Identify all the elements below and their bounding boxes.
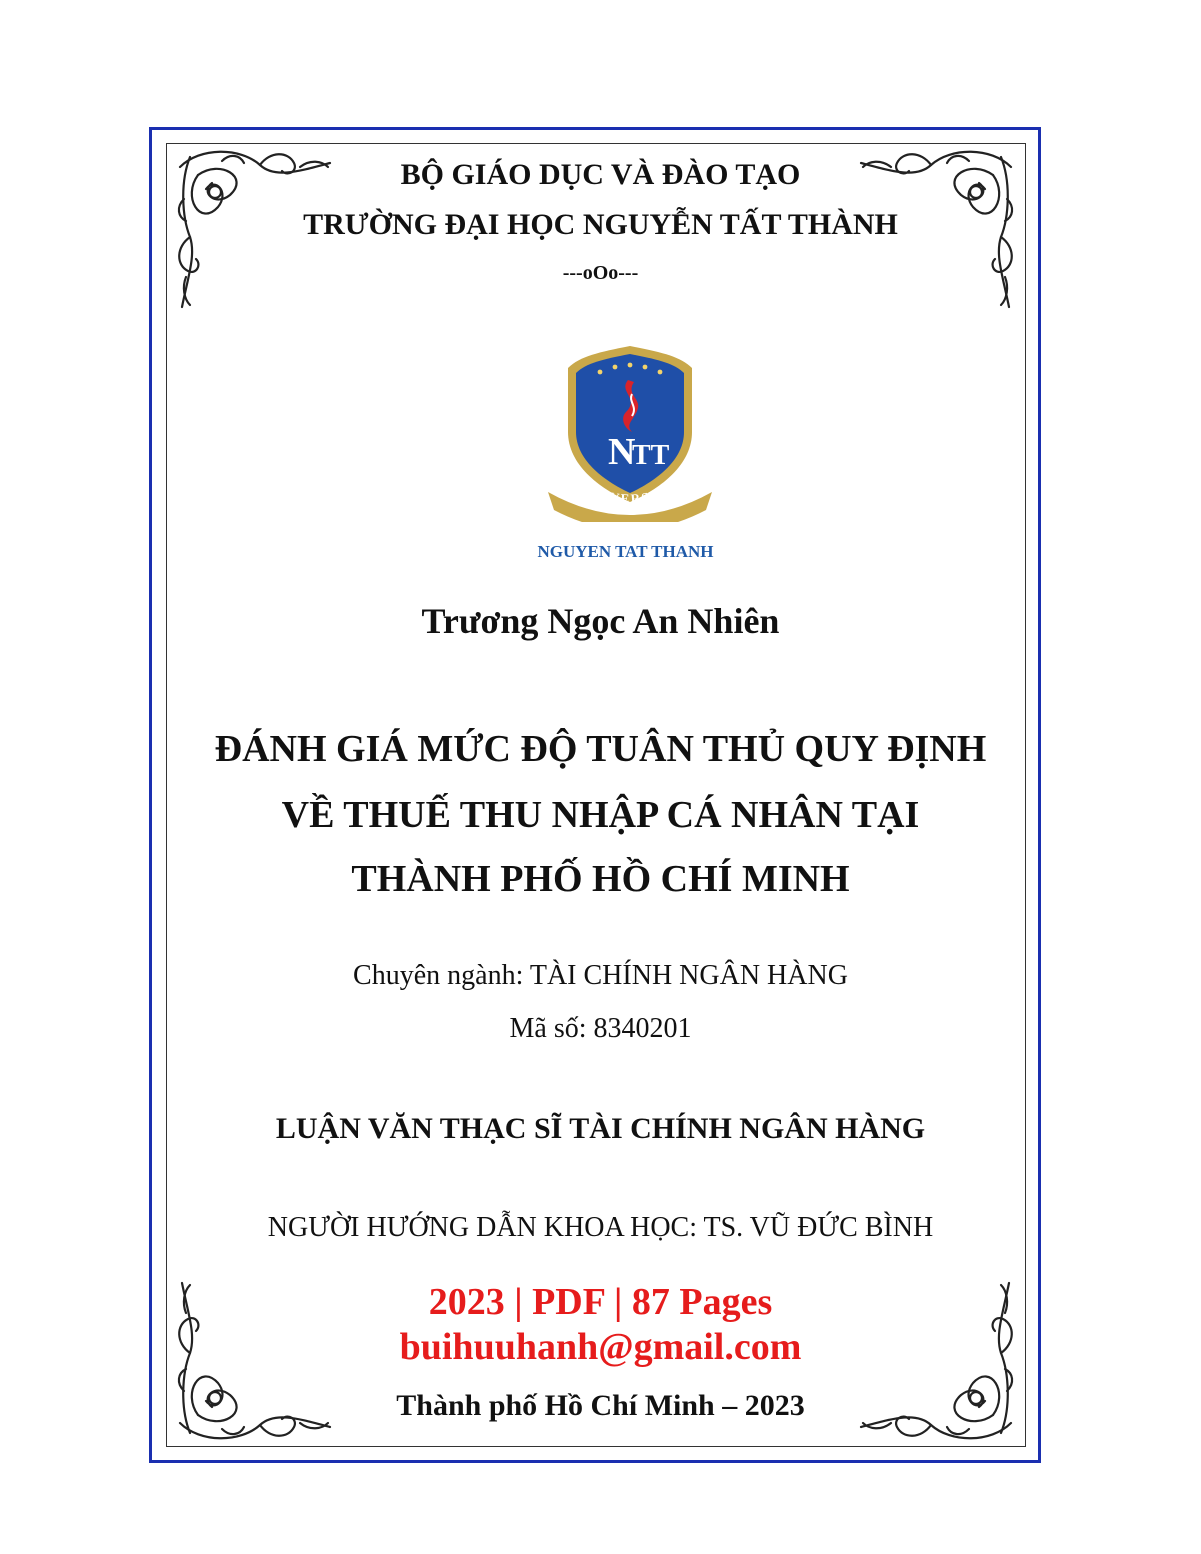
major-line: Chuyên ngành: TÀI CHÍNH NGÂN HÀNG (353, 960, 848, 991)
degree-line: LUẬN VĂN THẠC SĨ TÀI CHÍNH NGÂN HÀNG (275, 1112, 926, 1145)
place-year-line: Thành phố Hồ Chí Minh – 2023 (396, 1389, 805, 1422)
university-heading: TRƯỜNG ĐẠI HỌC NGUYỄN TẤT THÀNH (303, 208, 898, 241)
logo-name-text: NGUYEN TAT THANH (537, 542, 714, 561)
code-line: Mã số: 8340201 (509, 1013, 692, 1044)
promo-info-line: 2023 | PDF | 87 Pages (428, 1281, 773, 1323)
header-separator: ---oOo--- (562, 262, 639, 284)
logo-ribbon-text: UNIVERSITY (580, 479, 680, 507)
promo-email-line: buihuuhanh@gmail.com (399, 1326, 802, 1368)
author-name: Trương Ngọc An Nhiên (421, 601, 780, 641)
thesis-title-line-2: VỀ THUẾ THU NHẬP CÁ NHÂN TẠI (281, 794, 920, 836)
logo-monogram-tt: TT (632, 440, 670, 471)
logo-monogram-n: N (608, 431, 636, 473)
thesis-title-line-1: ĐÁNH GIÁ MỨC ĐỘ TUÂN THỦ QUY ĐỊNH (214, 728, 987, 770)
university-logo-emblem (540, 342, 720, 522)
advisor-line: NGƯỜI HƯỚNG DẪN KHOA HỌC: TS. VŨ ĐỨC BÌNH (267, 1212, 934, 1243)
ministry-heading: BỘ GIÁO DỤC VÀ ĐÀO TẠO (400, 158, 801, 191)
thesis-title-line-3: THÀNH PHỐ HỒ CHÍ MINH (351, 858, 850, 900)
